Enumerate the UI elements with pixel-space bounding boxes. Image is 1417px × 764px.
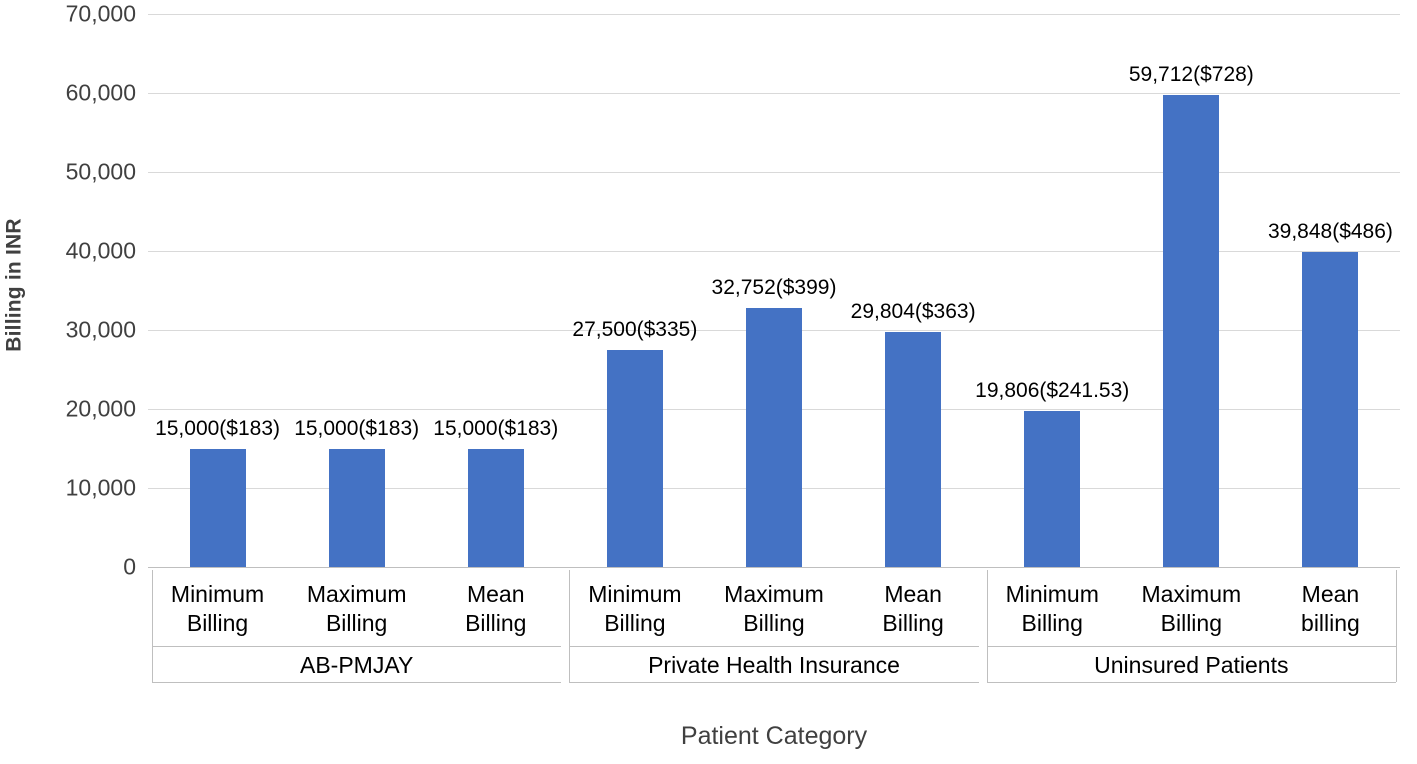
bar (329, 449, 385, 568)
bar (1302, 252, 1358, 567)
y-axis-title-text: Billing in INR (3, 218, 26, 352)
group-separator (569, 570, 570, 682)
category-label: Maximum Billing (306, 581, 407, 636)
bar-data-label: 19,806($241.53) (975, 378, 1130, 402)
bar-data-label: 32,752($399) (711, 276, 837, 300)
group-divider-line (152, 646, 561, 647)
y-axis-tick-label: 50,000 (65, 158, 136, 185)
group-label: Private Health Insurance (648, 652, 900, 678)
group-label: AB-PMJAY (299, 652, 414, 678)
group-bottom-line (569, 682, 978, 683)
bar-data-label: 15,000($183) (294, 416, 420, 440)
x-axis-line (148, 567, 1400, 568)
bar (1163, 95, 1219, 567)
category-label: Mean billing (1301, 581, 1360, 636)
y-axis-tick-label: 40,000 (65, 237, 136, 264)
bar (1024, 411, 1080, 567)
category-label: Minimum Billing (170, 581, 265, 636)
bar-data-label: 27,500($335) (572, 317, 698, 341)
gridline (148, 14, 1400, 15)
y-axis-tick-label: 70,000 (65, 0, 136, 27)
category-label: Maximum Billing (724, 581, 824, 636)
bar-data-label: 59,712($728) (1128, 63, 1254, 87)
bar (607, 350, 663, 567)
y-axis-tick-label: 60,000 (65, 79, 136, 106)
bar-data-label: 15,000($183) (433, 416, 559, 440)
y-axis-tick-label: 10,000 (65, 474, 136, 501)
category-label: Maximum Billing (1141, 581, 1242, 636)
bar-data-label: 15,000($183) (155, 416, 281, 440)
group-separator (152, 570, 153, 682)
category-label: Minimum Billing (1005, 581, 1099, 636)
y-axis-tick-label: 20,000 (65, 395, 136, 422)
group-bottom-line (987, 682, 1396, 683)
gridline (148, 93, 1400, 94)
group-bottom-line (152, 682, 561, 683)
bar-data-label: 29,804($363) (850, 299, 976, 323)
bar (468, 449, 524, 568)
category-label: Minimum Billing (588, 581, 682, 636)
plot-area (65, 0, 1400, 580)
category-label: Mean Billing (882, 581, 944, 636)
bar-data-label: 39,848($486) (1267, 220, 1393, 244)
x-axis-title: Patient Category (680, 722, 868, 750)
category-label: Mean Billing (465, 581, 527, 636)
group-divider-line (987, 646, 1396, 647)
category-axis-labels (148, 570, 1400, 680)
y-axis-tick-label: 0 (123, 553, 136, 580)
y-axis-tick-label: 30,000 (65, 316, 136, 343)
bar (746, 308, 802, 567)
bar (885, 332, 941, 567)
group-label: Uninsured Patients (1094, 652, 1289, 678)
group-divider-line (569, 646, 978, 647)
group-separator (987, 570, 988, 682)
group-separator (1396, 570, 1397, 682)
bar (190, 449, 246, 568)
